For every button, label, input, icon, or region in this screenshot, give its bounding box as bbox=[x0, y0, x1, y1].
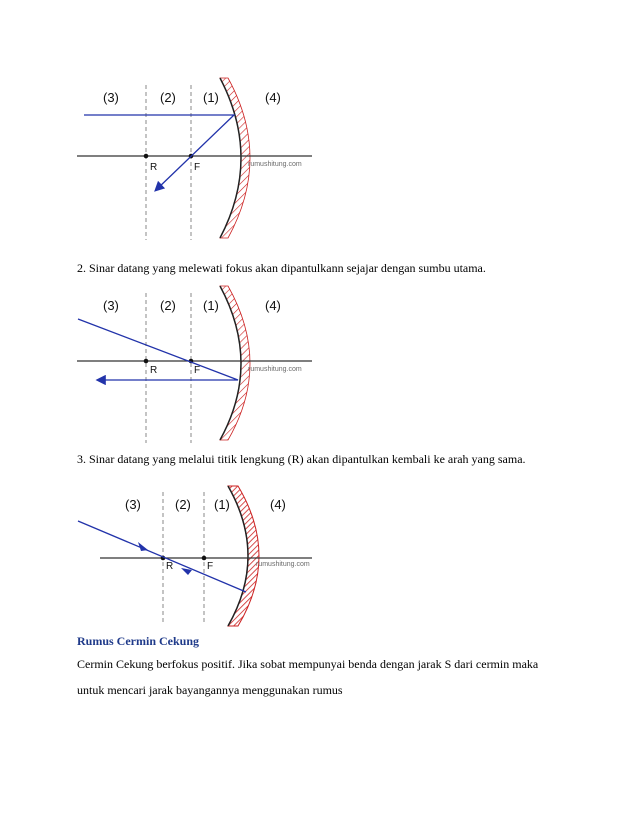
light-ray bbox=[78, 319, 238, 380]
section-body-line-2: untuk mencari jarak bayangannya menggunakan rumus bbox=[77, 683, 343, 697]
light-ray bbox=[84, 115, 234, 190]
watermark: rumushitung.com bbox=[248, 161, 302, 168]
mirror-diagram-2 bbox=[0, 278, 638, 448]
point-f-label: F bbox=[194, 162, 201, 173]
zone-label-3: (3) bbox=[125, 497, 141, 512]
section-body-line-1: Cermin Cekung berfokus positif. Jika sobat mempunyai benda dengan jarak S dari cermin maka bbox=[77, 657, 539, 671]
zone-label-3: (3) bbox=[103, 298, 119, 313]
watermark: rumushitung.com bbox=[248, 366, 302, 373]
zone-label-1: (1) bbox=[203, 90, 219, 105]
point-r-label: R bbox=[166, 561, 174, 572]
point-r bbox=[144, 359, 149, 364]
ray-arrow-back bbox=[138, 542, 148, 551]
section-heading: Rumus Cermin Cekung bbox=[77, 634, 200, 648]
zone-label-2: (2) bbox=[160, 90, 176, 105]
zone-label-4: (4) bbox=[265, 298, 281, 313]
rule-3-caption: 3. Sinar datang yang melalui titik lengkung (R) akan dipantulkan kembali ke arah yang sama. bbox=[77, 452, 526, 466]
point-r-label: R bbox=[150, 365, 158, 376]
mirror-diagram-3 bbox=[0, 480, 638, 630]
point-r bbox=[144, 154, 149, 159]
light-ray bbox=[78, 521, 246, 592]
zone-label-2: (2) bbox=[160, 298, 176, 313]
point-f-label: F bbox=[194, 365, 201, 376]
zone-label-2: (2) bbox=[175, 497, 191, 512]
point-r-label: R bbox=[150, 162, 158, 173]
zone-label-4: (4) bbox=[265, 90, 281, 105]
mirror-diagram-1 bbox=[0, 70, 638, 245]
mirror-hatching bbox=[228, 486, 259, 626]
zone-label-4: (4) bbox=[270, 497, 286, 512]
mirror-hatching bbox=[220, 286, 250, 440]
mirror-hatching bbox=[220, 78, 250, 238]
zone-label-1: (1) bbox=[203, 298, 219, 313]
point-f bbox=[202, 556, 207, 561]
zone-label-1: (1) bbox=[214, 497, 230, 512]
rule-2-caption: 2. Sinar datang yang melewati fokus akan dipantulkann sejajar dengan sumbu utama. bbox=[77, 261, 486, 275]
zone-label-3: (3) bbox=[103, 90, 119, 105]
point-f-label: F bbox=[207, 561, 214, 572]
watermark: rumushitung.com bbox=[256, 561, 310, 568]
